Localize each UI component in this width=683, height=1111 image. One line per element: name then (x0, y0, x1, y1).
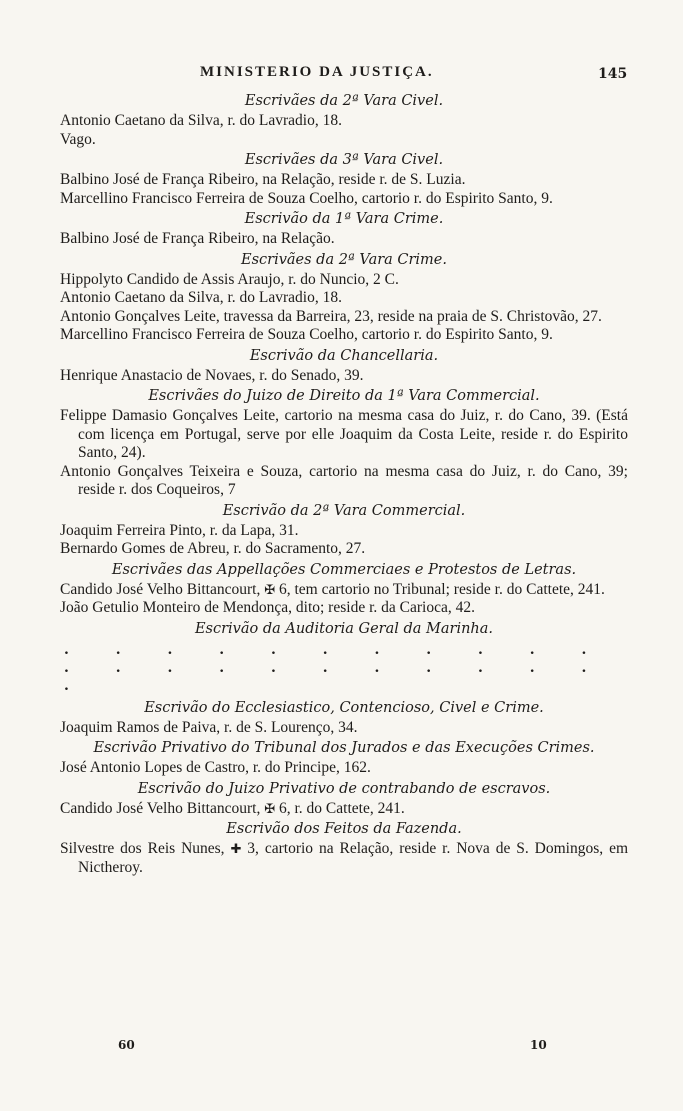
directory-entry: João Getulio Monteiro de Mendonça, dito; reside r. da Carioca, 42. (60, 599, 475, 616)
directory-entry: Antonio Caetano da Silva, r. do Lavradio, 18. (60, 112, 342, 129)
entry-text: 6, r. do Cattete, 241. (275, 799, 405, 817)
section-heading: Escrivão do Ecclesiastico, Contencioso, Civel e Crime. (144, 699, 544, 716)
directory-entry: Balbino José de França Ribeiro, na Relação, reside r. de S. Luzia. (60, 171, 466, 188)
section-heading: Escrivão dos Feitos da Fazenda. (226, 821, 462, 837)
entry-text: Candido José Velho Bittancourt, (60, 580, 265, 598)
directory-entry: Antonio Gonçalves Teixeira e Souza, cartorio na mesma casa do Juiz, r. do Cano, 39; reside r. dos Coqueiros, 7 (60, 462, 628, 498)
section-heading: Escrivão do Juizo Privativo de contrabando de escravos. (137, 780, 551, 797)
page-header (0, 60, 683, 90)
directory-entry: Joaquim Ferreira Pinto, r. da Lapa, 31. (60, 521, 299, 539)
directory-entry: José Antonio Lopes de Castro, r. do Principe, 162. (60, 759, 371, 776)
section-heading: Escrivães da 2ª Vara Civel. (244, 93, 444, 109)
directory-entry: Antonio Caetano da Silva, r. do Lavradio, 18. (60, 289, 342, 306)
vacancy-dots: . . . . . . . . . . . . . . . . . . . . . . . (64, 641, 608, 694)
directory-entry: Felippe Damasio Gonçalves Leite, cartorio na mesma casa do Juiz, r. do Cano, 39. (Está com licença em Portugal, serve por elle Joaquim da Costa Leite, reside r. do Espirito Santo, 24). (60, 407, 628, 461)
signature-mark: 60 (118, 1038, 135, 1052)
directory-entry: Marcellino Francisco Ferreira de Souza Coelho, cartorio r. do Espirito Santo, 9. (60, 189, 553, 207)
page-footer (0, 1038, 683, 1058)
directory-entry: Balbino José de França Ribeiro, na Relação. (60, 230, 335, 247)
entry-text: 6, tem cartorio no Tribunal; reside r. do Cattete, 241. (275, 580, 605, 598)
entry-text: Candido José Velho Bittancourt, (60, 799, 265, 817)
section-heading: Escrivão da 1ª Vara Crime. (244, 211, 444, 227)
order-cross-icon: ✠ (264, 581, 276, 597)
entry-text: 3, cartorio na Relação, reside r. Nova de S. Domingos, em Nictheroy. (78, 840, 629, 876)
directory-entry: Antonio Gonçalves Leite, travessa da Barreira, 23, reside na praia de S. Christovão, 27. (60, 307, 602, 325)
directory-entry: Joaquim Ramos de Paiva, r. de S. Lourenço, 34. (60, 718, 358, 736)
directory-entry (60, 581, 628, 600)
directory-entry: Henrique Anastacio de Novaes, r. do Senado, 39. (60, 366, 364, 384)
section-heading: Escrivães das Appellações Commerciaes e Protestos de Letras. (111, 561, 577, 578)
running-title: MINISTERIO DA JUSTIÇA. (200, 64, 434, 80)
page-number: 145 (598, 66, 628, 82)
entry-text: Silvestre dos Reis Nunes, (60, 840, 231, 857)
directory-entry: Marcellino Francisco Ferreira de Souza Coelho, cartorio r. do Espirito Santo, 9. (60, 326, 553, 343)
section-heading: Escrivão da Auditoria Geral da Marinha. (194, 620, 494, 637)
order-cross-icon: ✚ (230, 841, 242, 856)
section-heading: Escrivão da Chancellaria. (249, 347, 439, 364)
directory-entry: Vago. (60, 130, 96, 148)
section-heading: Escrivães do Juizo de Direito da 1ª Vara Commercial. (148, 388, 540, 404)
directory-entry (60, 800, 628, 819)
section-heading: Escrivão Privativo do Tribunal dos Jurados e das Execuções Crimes. (93, 740, 595, 756)
section-heading: Escrivães da 2ª Vara Crime. (240, 251, 448, 268)
page-content (60, 90, 628, 877)
order-cross-icon: ✠ (264, 800, 276, 816)
directory-entry (60, 840, 628, 877)
directory-entry: Bernardo Gomes de Abreu, r. do Sacramento, 27. (60, 540, 366, 557)
section-heading: Escrivão da 2ª Vara Commercial. (222, 502, 466, 519)
folio-mark: 10 (530, 1038, 547, 1052)
directory-entry: Hippolyto Candido de Assis Araujo, r. do Nuncio, 2 C. (60, 270, 399, 288)
section-heading: Escrivães da 3ª Vara Civel. (244, 152, 444, 168)
